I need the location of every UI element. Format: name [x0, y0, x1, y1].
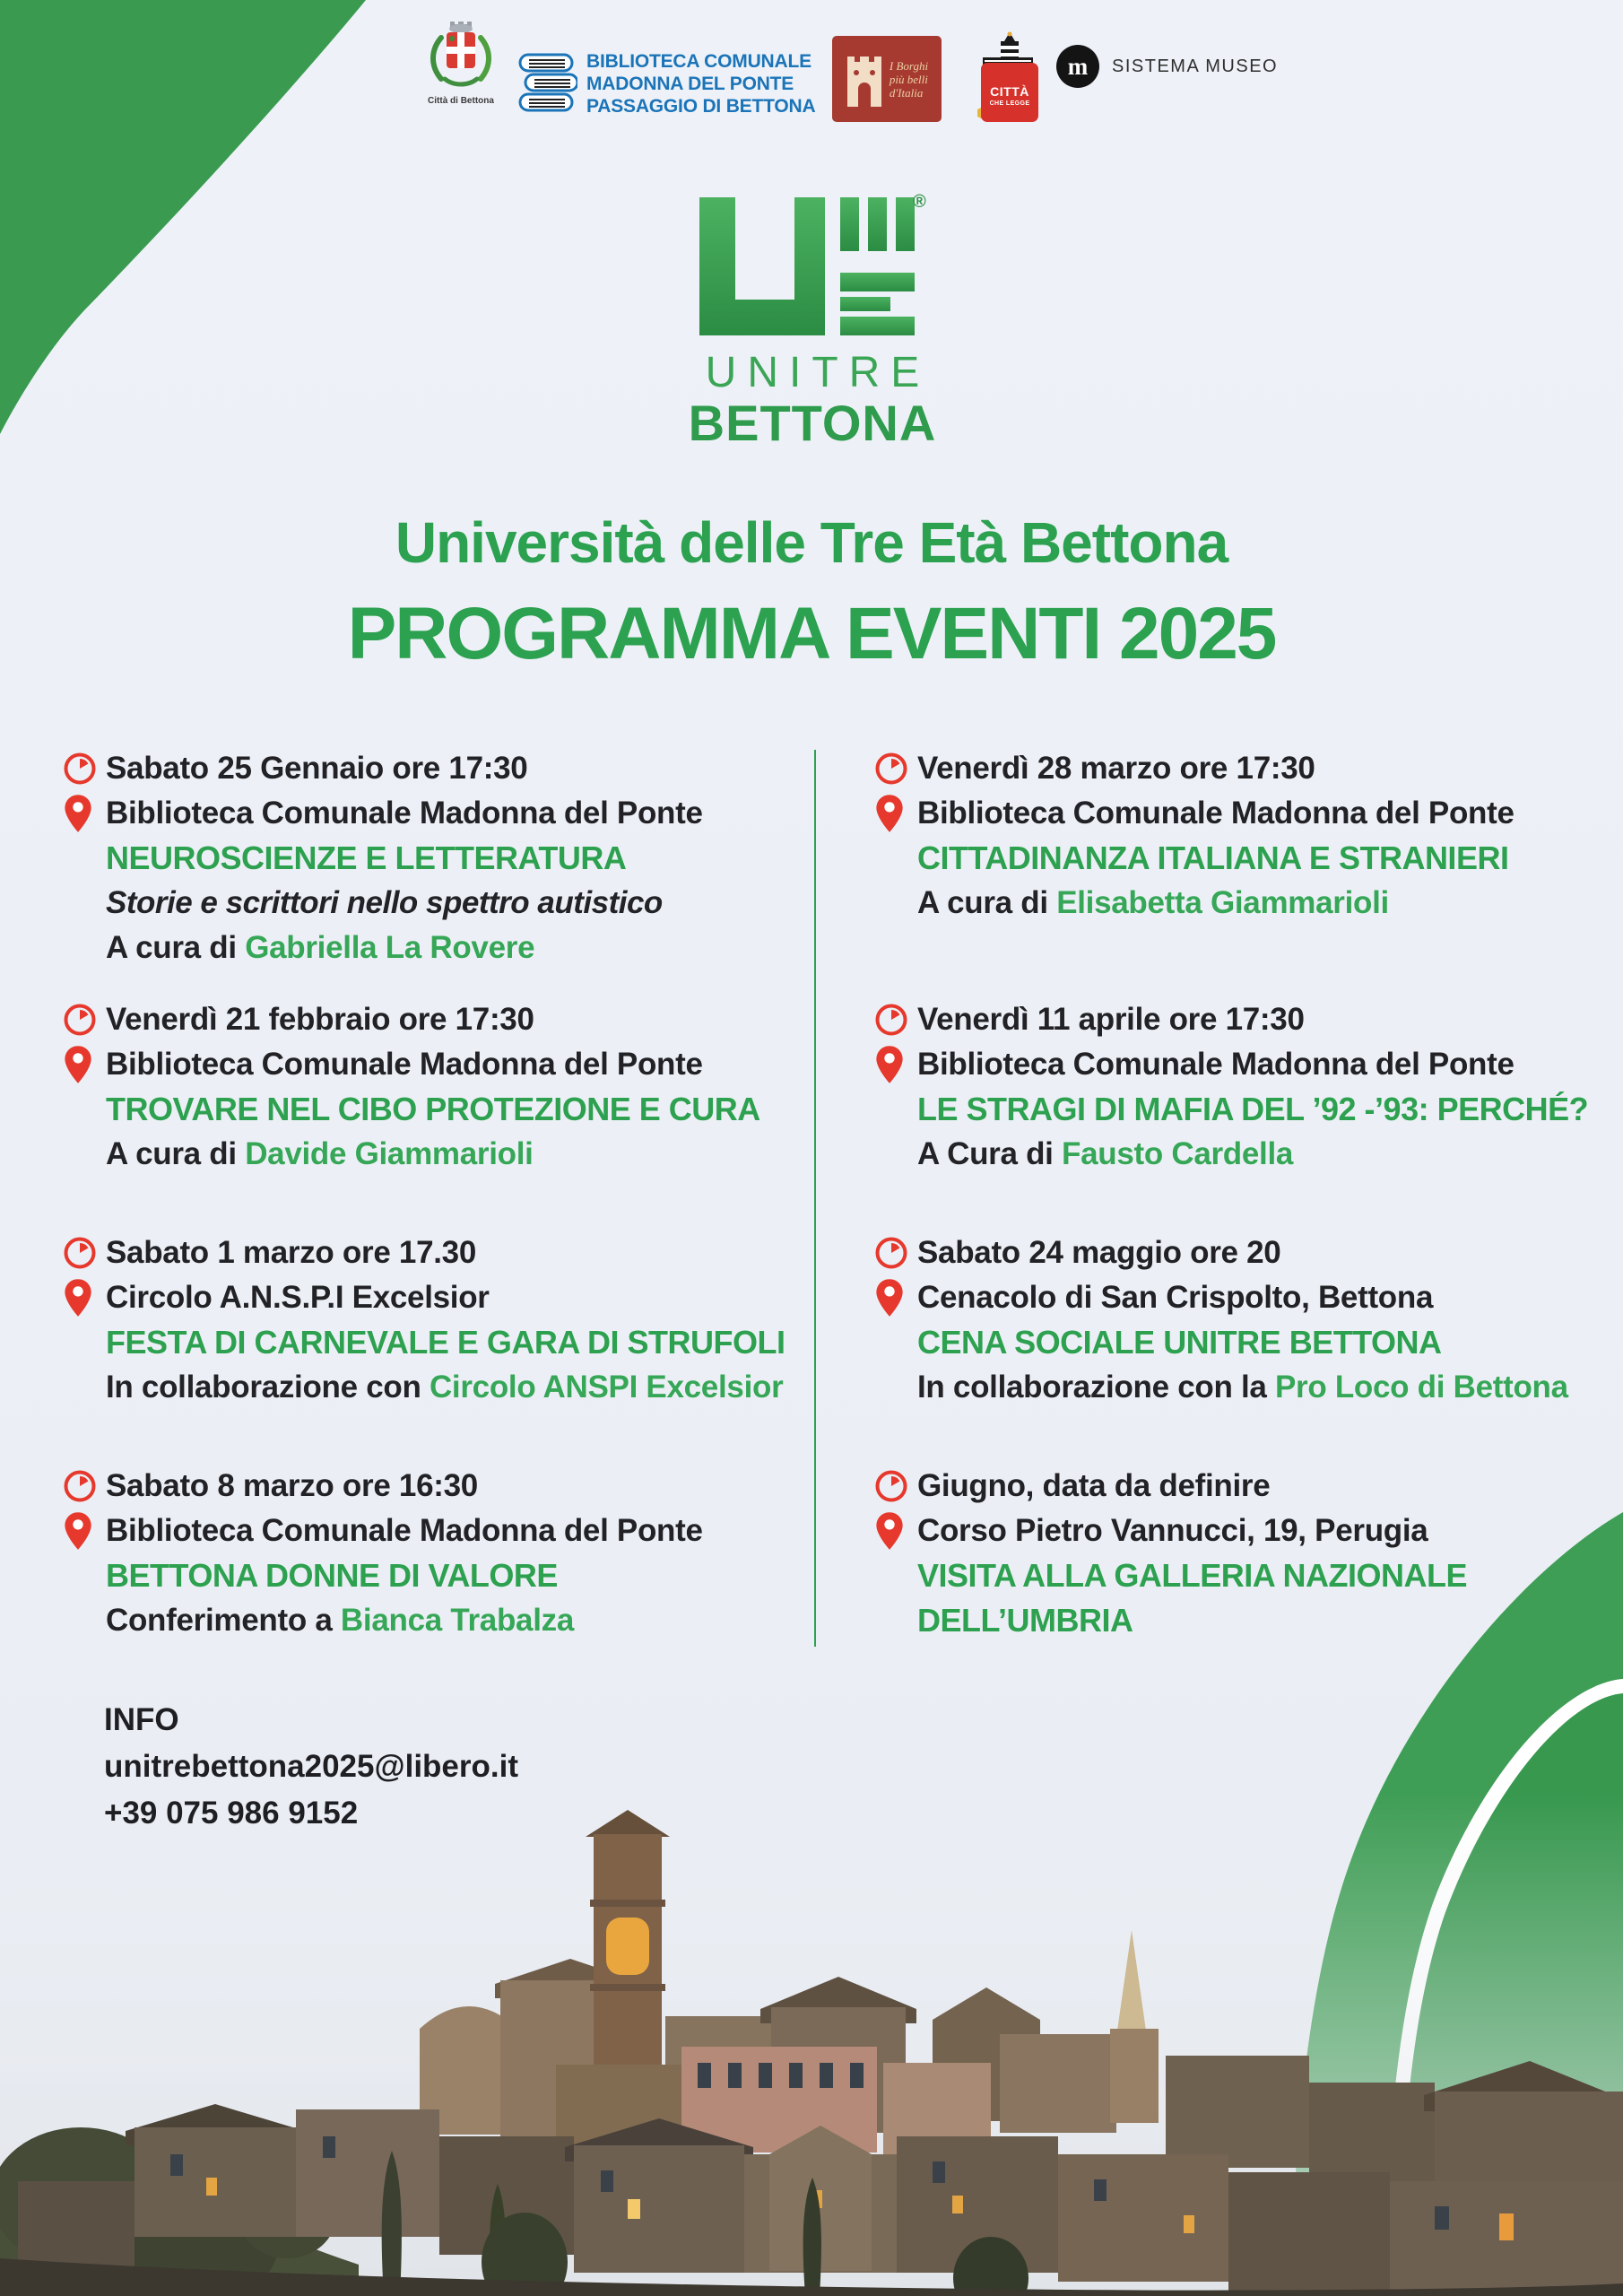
event-title: TROVARE NEL CIBO PROTEZIONE E CURA	[106, 1091, 760, 1127]
event-location: Biblioteca Comunale Madonna del Ponte	[106, 796, 703, 831]
borghi-piu-belli-logo	[832, 36, 942, 122]
event-date: Sabato 25 Gennaio ore 17:30	[106, 751, 528, 786]
location-pin-icon	[63, 1044, 106, 1085]
credit-name: Pro Loco di Bettona	[1274, 1370, 1568, 1405]
event-location-row	[63, 1042, 832, 1087]
credit-prefix: In collaborazione con	[106, 1370, 430, 1405]
crest-icon	[414, 20, 508, 95]
event-location: Biblioteca Comunale Madonna del Ponte	[917, 796, 1515, 831]
credit-prefix: A cura di	[106, 1136, 246, 1171]
event-location: Biblioteca Comunale Madonna del Ponte	[917, 1047, 1515, 1082]
credit-prefix: A cura di	[917, 885, 1057, 920]
sistema-museo-logo	[1056, 45, 1278, 88]
borghi-logo-text	[890, 59, 928, 100]
credit-prefix: A Cura di	[917, 1136, 1062, 1171]
poster-subtitle: PROGRAMMA EVENTI 2025	[347, 593, 1276, 674]
citta-che-legge-line1: CITTÀ	[990, 84, 1029, 99]
citta-che-legge-book	[981, 63, 1038, 122]
library-logo	[518, 50, 815, 117]
citta-che-legge-logo	[976, 30, 1047, 126]
event-date: Venerdì 11 aprile ore 17:30	[917, 1002, 1305, 1037]
unitre-logo-mark-icon	[699, 197, 925, 339]
event-date-row	[63, 997, 832, 1042]
credit-name: Gabriella La Rovere	[245, 930, 535, 965]
event-credit	[63, 1132, 832, 1177]
event-location-row	[874, 791, 1623, 836]
event-date: Venerdì 21 febbraio ore 17:30	[106, 1002, 534, 1037]
credit-prefix: In collaborazione con la	[917, 1370, 1275, 1405]
credit-name: Davide Giammarioli	[245, 1136, 534, 1171]
event-date: Venerdì 28 marzo ore 17:30	[917, 751, 1315, 786]
castle-icon	[846, 49, 883, 109]
event-date-row	[874, 1464, 1623, 1509]
info-heading: INFO	[104, 1702, 179, 1737]
event-title: NEUROSCIENZE E LETTERATURA	[106, 839, 627, 876]
event-date-row	[874, 746, 1623, 791]
info-email: unitrebettona2025@libero.it	[104, 1749, 518, 1784]
event-title: CENA SOCIALE UNITRE BETTONA	[917, 1324, 1442, 1361]
citta-di-bettona-crest	[414, 20, 508, 106]
event-item	[63, 997, 832, 1177]
borghi-line-2: più belli	[889, 72, 928, 86]
event-date-row	[63, 746, 832, 791]
sistema-museo-monogram-icon: m	[1056, 45, 1099, 88]
clock-icon	[63, 1469, 106, 1503]
event-date-row	[874, 997, 1623, 1042]
green-corner-shape	[0, 0, 386, 439]
event-location: Circolo A.N.S.P.I Excelsior	[106, 1280, 490, 1315]
borghi-line-1: I Borghi	[889, 58, 929, 73]
event-date: Sabato 1 marzo ore 17.30	[106, 1235, 476, 1270]
clock-icon	[63, 1236, 106, 1270]
event-date: Sabato 8 marzo ore 16:30	[106, 1468, 478, 1503]
event-title: VISITA ALLA GALLERIA NAZIONALE DELL’UMBRIA	[917, 1557, 1467, 1639]
borghi-line-3: d'Italia	[889, 85, 924, 100]
library-logo-text	[586, 50, 815, 117]
event-credit	[63, 926, 832, 970]
location-pin-icon	[874, 793, 917, 834]
credit-prefix: Conferimento a	[106, 1603, 341, 1638]
event-location: Biblioteca Comunale Madonna del Ponte	[106, 1047, 703, 1082]
event-credit	[63, 1365, 832, 1410]
library-line-1: BIBLIOTECA COMUNALE	[586, 51, 812, 72]
event-location-row	[874, 1509, 1623, 1553]
event-title: LE STRAGI DI MAFIA DEL ’92 -’93: PERCHÉ?	[917, 1091, 1589, 1127]
library-line-2: MADONNA DEL PONTE	[586, 74, 794, 94]
event-location: Corso Pietro Vannucci, 19, Perugia	[917, 1513, 1428, 1548]
event-location-row	[874, 1275, 1623, 1320]
event-location: Biblioteca Comunale Madonna del Ponte	[106, 1513, 703, 1548]
event-location-row	[63, 1275, 832, 1320]
books-icon	[518, 51, 577, 117]
credit-prefix: A cura di	[106, 930, 246, 965]
location-pin-icon	[63, 793, 106, 834]
event-item	[874, 746, 1623, 926]
event-credit	[63, 1598, 832, 1643]
event-location-row	[63, 791, 832, 836]
info-phone: +39 075 986 9152	[104, 1796, 359, 1831]
event-date: Giugno, data da definire	[917, 1468, 1271, 1503]
crest-caption: Città di Bettona	[428, 96, 494, 106]
clock-icon	[874, 1469, 917, 1503]
clock-icon	[63, 1003, 106, 1037]
poster-title: Università delle Tre Età Bettona	[395, 510, 1228, 575]
event-credit	[874, 1132, 1623, 1177]
event-credit	[874, 1365, 1623, 1410]
unitre-bettona-logo	[687, 192, 938, 451]
logo-name-bettona: BETTONA	[688, 395, 937, 451]
location-pin-icon	[874, 1277, 917, 1318]
event-title: CITTADINANZA ITALIANA E STRANIERI	[917, 839, 1509, 876]
event-date-row	[874, 1231, 1623, 1275]
event-item	[63, 1231, 832, 1410]
event-item	[874, 1464, 1623, 1643]
clock-icon	[874, 752, 917, 786]
event-date: Sabato 24 maggio ore 20	[917, 1235, 1281, 1270]
clock-icon	[874, 1236, 917, 1270]
event-subtitle: Storie e scrittori nello spettro autistico	[106, 885, 663, 920]
credit-name: Circolo ANSPI Excelsior	[429, 1370, 784, 1405]
citta-che-legge-line2: CHE LEGGE	[989, 100, 1030, 107]
event-credit	[874, 881, 1623, 926]
event-item	[63, 746, 832, 970]
event-date-row	[63, 1231, 832, 1275]
event-item	[874, 997, 1623, 1177]
credit-name: Elisabetta Giammarioli	[1056, 885, 1389, 920]
event-title: FESTA DI CARNEVALE E GARA DI STRUFOLI	[106, 1324, 785, 1361]
logo-name-unitre: UNITRE	[705, 349, 931, 396]
location-pin-icon	[63, 1277, 106, 1318]
sistema-museo-label: SISTEMA MUSEO	[1112, 56, 1279, 76]
event-item	[874, 1231, 1623, 1410]
info-block	[104, 1697, 518, 1837]
credit-name: Fausto Cardella	[1062, 1136, 1294, 1171]
event-item	[63, 1464, 832, 1643]
library-line-3: PASSAGGIO DI BETTONA	[586, 96, 816, 117]
location-pin-icon	[874, 1510, 917, 1552]
credit-name: Bianca Trabalza	[340, 1603, 574, 1638]
location-pin-icon	[63, 1510, 106, 1552]
event-date-row	[63, 1464, 832, 1509]
registered-mark: ®	[913, 192, 926, 212]
location-pin-icon	[874, 1044, 917, 1085]
event-location-row	[874, 1042, 1623, 1087]
bettona-town-photo	[0, 1794, 1623, 2296]
event-title: BETTONA DONNE DI VALORE	[106, 1557, 558, 1594]
clock-icon	[63, 752, 106, 786]
event-location: Cenacolo di San Crispolto, Bettona	[917, 1280, 1434, 1315]
clock-icon	[874, 1003, 917, 1037]
event-location-row	[63, 1509, 832, 1553]
